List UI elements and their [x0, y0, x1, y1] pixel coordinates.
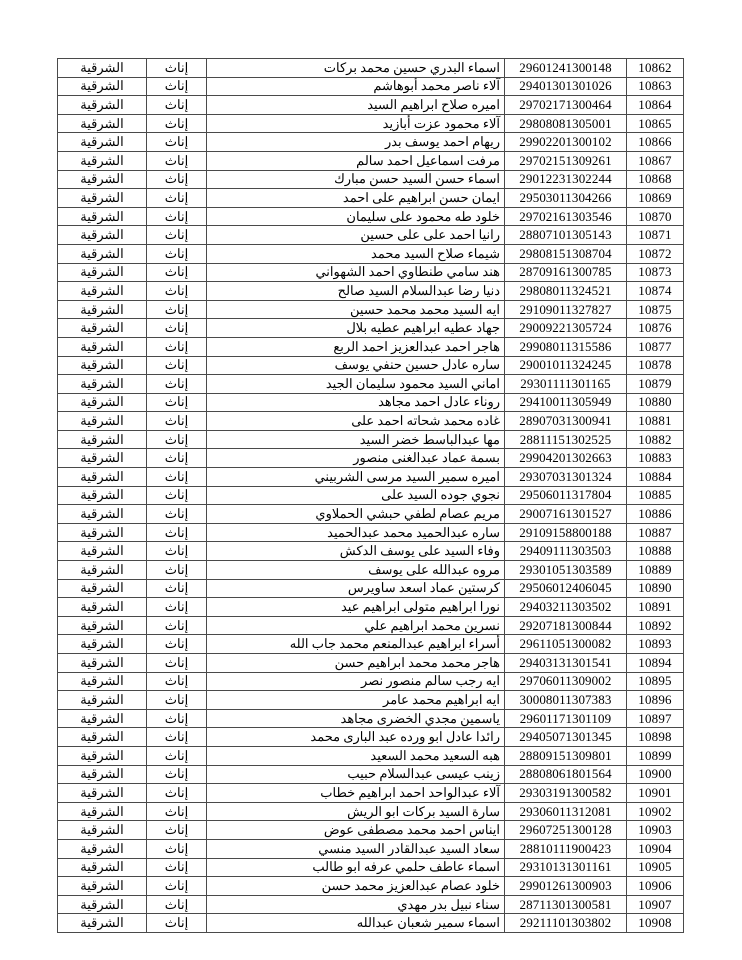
cell-national-id: 28907031300941: [505, 412, 627, 431]
cell-name: ايناس احمد محمد مصطفى عوض: [207, 821, 505, 840]
table-row: [58, 839, 684, 858]
cell-name: آلاء ناصر محمد أبوهاشم: [207, 77, 505, 96]
cell-governorate: الشرقية: [58, 654, 147, 673]
cell-name: زينب عيسى عبدالسلام حبيب: [207, 765, 505, 784]
cell-governorate: الشرقية: [58, 226, 147, 245]
cell-name: ساره عادل حسين حنفي يوسف: [207, 356, 505, 375]
cell-national-id: 29109011327827: [505, 300, 627, 319]
cell-governorate: الشرقية: [58, 802, 147, 821]
cell-serial: 10873: [627, 263, 684, 282]
cell-governorate: الشرقية: [58, 96, 147, 115]
cell-serial: 10878: [627, 356, 684, 375]
cell-name: اسماء البدري حسين محمد بركات: [207, 59, 505, 78]
cell-national-id: 29307031301324: [505, 468, 627, 487]
cell-governorate: الشرقية: [58, 877, 147, 896]
cell-gender: إناث: [147, 430, 207, 449]
cell-national-id: 29611051300082: [505, 635, 627, 654]
cell-national-id: 29303191300582: [505, 784, 627, 803]
cell-national-id: 29506011317804: [505, 486, 627, 505]
cell-governorate: الشرقية: [58, 393, 147, 412]
cell-national-id: 29403131301541: [505, 654, 627, 673]
cell-serial: 10906: [627, 877, 684, 896]
table-row: [58, 189, 684, 208]
cell-serial: 10896: [627, 691, 684, 710]
cell-governorate: الشرقية: [58, 672, 147, 691]
cell-gender: إناث: [147, 691, 207, 710]
cell-national-id: 29808151308704: [505, 244, 627, 263]
cell-gender: إناث: [147, 189, 207, 208]
cell-national-id: 29808081305001: [505, 114, 627, 133]
cell-national-id: 29601241300148: [505, 59, 627, 78]
cell-gender: إناث: [147, 579, 207, 598]
cell-serial: 10886: [627, 505, 684, 524]
cell-gender: إناث: [147, 746, 207, 765]
cell-national-id: 29410011305949: [505, 393, 627, 412]
cell-name: مريم عصام لطفي حبشي الحملاوي: [207, 505, 505, 524]
cell-serial: 10900: [627, 765, 684, 784]
table-row: [58, 468, 684, 487]
cell-national-id: 29403211303502: [505, 598, 627, 617]
cell-serial: 10874: [627, 282, 684, 301]
cell-name: جهاد عطيه ابراهيم عطيه بلال: [207, 319, 505, 338]
cell-gender: إناث: [147, 858, 207, 877]
cell-serial: 10864: [627, 96, 684, 115]
cell-gender: إناث: [147, 356, 207, 375]
cell-governorate: الشرقية: [58, 784, 147, 803]
cell-gender: إناث: [147, 709, 207, 728]
cell-name: ايه رجب سالم منصور نصر: [207, 672, 505, 691]
cell-name: آلاء محمود عزت أبازيد: [207, 114, 505, 133]
cell-name: شيماء صلاح السيد محمد: [207, 244, 505, 263]
table-row: [58, 561, 684, 580]
cell-national-id: 29808011324521: [505, 282, 627, 301]
table-row: [58, 430, 684, 449]
cell-name: وفاء السيد على يوسف الدكش: [207, 542, 505, 561]
cell-governorate: الشرقية: [58, 375, 147, 394]
cell-name: ساره عبدالحميد محمد عبدالحميد: [207, 523, 505, 542]
cell-serial: 10905: [627, 858, 684, 877]
cell-governorate: الشرقية: [58, 412, 147, 431]
table-row: [58, 523, 684, 542]
table-row: [58, 635, 684, 654]
cell-governorate: الشرقية: [58, 765, 147, 784]
cell-gender: إناث: [147, 468, 207, 487]
cell-serial: 10866: [627, 133, 684, 152]
cell-serial: 10898: [627, 728, 684, 747]
cell-governorate: الشرقية: [58, 821, 147, 840]
cell-governorate: الشرقية: [58, 356, 147, 375]
cell-name: هاجر احمد عبدالعزيز احمد الربع: [207, 337, 505, 356]
cell-name: رانيا احمد على على حسين: [207, 226, 505, 245]
table-row: [58, 151, 684, 170]
table-row: [58, 282, 684, 301]
cell-gender: إناث: [147, 654, 207, 673]
cell-name: اسماء حسن السيد حسن مبارك: [207, 170, 505, 189]
cell-national-id: 29702161303546: [505, 207, 627, 226]
cell-governorate: الشرقية: [58, 561, 147, 580]
cell-name: نسرين محمد ابراهيم علي: [207, 616, 505, 635]
cell-governorate: الشرقية: [58, 207, 147, 226]
cell-national-id: 29001011324245: [505, 356, 627, 375]
cell-gender: إناث: [147, 151, 207, 170]
cell-name: هاجر محمد محمد ابراهيم حسن: [207, 654, 505, 673]
table-row: [58, 505, 684, 524]
cell-name: اماني السيد محمود سليمان الجيد: [207, 375, 505, 394]
cell-serial: 10885: [627, 486, 684, 505]
cell-national-id: 28709161300785: [505, 263, 627, 282]
cell-national-id: 29007161301527: [505, 505, 627, 524]
cell-name: هبه السعيد محمد السعيد: [207, 746, 505, 765]
table-row: [58, 244, 684, 263]
cell-gender: إناث: [147, 96, 207, 115]
cell-gender: إناث: [147, 226, 207, 245]
cell-gender: إناث: [147, 821, 207, 840]
cell-national-id: 29301111301165: [505, 375, 627, 394]
table-row: [58, 375, 684, 394]
cell-name: روناء عادل احمد مجاهد: [207, 393, 505, 412]
cell-national-id: 29207181300844: [505, 616, 627, 635]
cell-gender: إناث: [147, 877, 207, 896]
cell-name: اسماء عاطف حلمي عرفه ابو طالب: [207, 858, 505, 877]
table-row: [58, 691, 684, 710]
cell-name: رائدا عادل ابو ورده عبد البارى محمد: [207, 728, 505, 747]
cell-governorate: الشرقية: [58, 151, 147, 170]
cell-national-id: 29306011312081: [505, 802, 627, 821]
cell-gender: إناث: [147, 802, 207, 821]
table-row: [58, 263, 684, 282]
cell-national-id: 29901261300903: [505, 877, 627, 896]
cell-national-id: 29908011315586: [505, 337, 627, 356]
cell-serial: 10899: [627, 746, 684, 765]
table-row: [58, 319, 684, 338]
cell-gender: إناث: [147, 244, 207, 263]
cell-gender: إناث: [147, 895, 207, 914]
table-row: [58, 765, 684, 784]
table-row: [58, 728, 684, 747]
cell-governorate: الشرقية: [58, 523, 147, 542]
cell-governorate: الشرقية: [58, 133, 147, 152]
cell-governorate: الشرقية: [58, 449, 147, 468]
cell-national-id: 28809151309801: [505, 746, 627, 765]
cell-governorate: الشرقية: [58, 914, 147, 933]
table-row: [58, 802, 684, 821]
table-row: [58, 877, 684, 896]
cell-gender: إناث: [147, 337, 207, 356]
cell-name: سعاد السيد عبدالقادر السيد منسي: [207, 839, 505, 858]
cell-governorate: الشرقية: [58, 114, 147, 133]
cell-name: سناء نبيل بدر مهدي: [207, 895, 505, 914]
cell-name: سارة السيد بركات ابو الريش: [207, 802, 505, 821]
cell-governorate: الشرقية: [58, 691, 147, 710]
cell-serial: 10904: [627, 839, 684, 858]
cell-gender: إناث: [147, 170, 207, 189]
cell-governorate: الشرقية: [58, 728, 147, 747]
cell-national-id: 29409111303503: [505, 542, 627, 561]
cell-governorate: الشرقية: [58, 282, 147, 301]
table-row: [58, 895, 684, 914]
cell-governorate: الشرقية: [58, 598, 147, 617]
cell-name: نجوي جوده السيد على: [207, 486, 505, 505]
applicant-roster-table: [57, 58, 684, 933]
cell-governorate: الشرقية: [58, 337, 147, 356]
cell-governorate: الشرقية: [58, 77, 147, 96]
cell-serial: 10903: [627, 821, 684, 840]
cell-serial: 10882: [627, 430, 684, 449]
table-row: [58, 746, 684, 765]
cell-governorate: الشرقية: [58, 263, 147, 282]
cell-governorate: الشرقية: [58, 244, 147, 263]
cell-serial: 10891: [627, 598, 684, 617]
cell-national-id: 29904201302663: [505, 449, 627, 468]
cell-national-id: 29211101303802: [505, 914, 627, 933]
cell-gender: إناث: [147, 449, 207, 468]
cell-national-id: 29301051303589: [505, 561, 627, 580]
cell-gender: إناث: [147, 375, 207, 394]
cell-name: ايه السيد محمد محمد حسين: [207, 300, 505, 319]
cell-gender: إناث: [147, 486, 207, 505]
cell-serial: 10862: [627, 59, 684, 78]
cell-governorate: الشرقية: [58, 189, 147, 208]
cell-gender: إناث: [147, 319, 207, 338]
table-row: [58, 59, 684, 78]
table-row: [58, 133, 684, 152]
cell-name: نورا ابراهيم متولى ابراهيم عيد: [207, 598, 505, 617]
cell-name: ياسمين مجدي الخضرى مجاهد: [207, 709, 505, 728]
cell-name: أسراء ابراهيم عبدالمنعم محمد جاب الله: [207, 635, 505, 654]
cell-serial: 10908: [627, 914, 684, 933]
cell-serial: 10880: [627, 393, 684, 412]
cell-governorate: الشرقية: [58, 895, 147, 914]
cell-national-id: 29506012406045: [505, 579, 627, 598]
cell-governorate: الشرقية: [58, 858, 147, 877]
table-row: [58, 821, 684, 840]
table-row: [58, 393, 684, 412]
table-row: [58, 412, 684, 431]
cell-serial: 10867: [627, 151, 684, 170]
cell-serial: 10887: [627, 523, 684, 542]
cell-governorate: الشرقية: [58, 616, 147, 635]
table-row: [58, 337, 684, 356]
cell-serial: 10901: [627, 784, 684, 803]
cell-name: هند سامي طنطاوي احمد الشهواني: [207, 263, 505, 282]
cell-gender: إناث: [147, 412, 207, 431]
cell-gender: إناث: [147, 914, 207, 933]
table-row: [58, 858, 684, 877]
cell-serial: 10893: [627, 635, 684, 654]
cell-serial: 10872: [627, 244, 684, 263]
cell-name: مرفت اسماعيل احمد سالم: [207, 151, 505, 170]
cell-gender: إناث: [147, 635, 207, 654]
cell-name: خلود عصام عبدالعزيز محمد حسن: [207, 877, 505, 896]
cell-serial: 10894: [627, 654, 684, 673]
cell-national-id: 29607251300128: [505, 821, 627, 840]
cell-serial: 10907: [627, 895, 684, 914]
table-row: [58, 300, 684, 319]
cell-name: مروه عبدالله على يوسف: [207, 561, 505, 580]
cell-serial: 10879: [627, 375, 684, 394]
cell-gender: إناث: [147, 765, 207, 784]
cell-gender: إناث: [147, 672, 207, 691]
table-row: [58, 170, 684, 189]
cell-serial: 10875: [627, 300, 684, 319]
table-row: [58, 486, 684, 505]
cell-serial: 10871: [627, 226, 684, 245]
cell-national-id: 29702171300464: [505, 96, 627, 115]
table-row: [58, 598, 684, 617]
cell-gender: إناث: [147, 263, 207, 282]
cell-national-id: 29902201300102: [505, 133, 627, 152]
cell-name: خلود طه محمود على سليمان: [207, 207, 505, 226]
cell-name: كرستين عماد اسعد ساويرس: [207, 579, 505, 598]
cell-national-id: 29401301301026: [505, 77, 627, 96]
cell-gender: إناث: [147, 393, 207, 412]
cell-national-id: 29405071301345: [505, 728, 627, 747]
cell-name: ايمان حسن ابراهيم على احمد: [207, 189, 505, 208]
cell-gender: إناث: [147, 114, 207, 133]
cell-governorate: الشرقية: [58, 635, 147, 654]
table-row: [58, 914, 684, 933]
cell-governorate: الشرقية: [58, 486, 147, 505]
cell-gender: إناث: [147, 133, 207, 152]
cell-serial: 10889: [627, 561, 684, 580]
cell-serial: 10868: [627, 170, 684, 189]
table-row: [58, 114, 684, 133]
cell-national-id: 29702151309261: [505, 151, 627, 170]
table-row: [58, 96, 684, 115]
cell-national-id: 28811151302525: [505, 430, 627, 449]
cell-serial: 10863: [627, 77, 684, 96]
table-row: [58, 784, 684, 803]
cell-governorate: الشرقية: [58, 59, 147, 78]
cell-national-id: 28808061801564: [505, 765, 627, 784]
table-row: [58, 207, 684, 226]
cell-gender: إناث: [147, 523, 207, 542]
cell-gender: إناث: [147, 505, 207, 524]
cell-name: دنيا رضا عبدالسلام السيد صالح: [207, 282, 505, 301]
cell-name: مها عبدالباسط خضر السيد: [207, 430, 505, 449]
cell-name: اميره صلاح ابراهيم السيد: [207, 96, 505, 115]
cell-name: آلاء عبدالواحد احمد ابراهيم خطاب: [207, 784, 505, 803]
cell-governorate: الشرقية: [58, 300, 147, 319]
cell-serial: 10883: [627, 449, 684, 468]
table-row: [58, 356, 684, 375]
cell-gender: إناث: [147, 77, 207, 96]
table-row: [58, 672, 684, 691]
cell-national-id: 29601171301109: [505, 709, 627, 728]
roster-table-body: [58, 59, 684, 933]
cell-serial: 10888: [627, 542, 684, 561]
cell-name: اسماء سمير شعبان عبدالله: [207, 914, 505, 933]
cell-gender: إناث: [147, 728, 207, 747]
cell-gender: إناث: [147, 784, 207, 803]
cell-serial: 10865: [627, 114, 684, 133]
cell-national-id: 29012231302244: [505, 170, 627, 189]
cell-serial: 10876: [627, 319, 684, 338]
cell-governorate: الشرقية: [58, 468, 147, 487]
table-row: [58, 542, 684, 561]
cell-national-id: 29706011309002: [505, 672, 627, 691]
cell-national-id: 29310131301161: [505, 858, 627, 877]
cell-national-id: 28711301300581: [505, 895, 627, 914]
table-row: [58, 654, 684, 673]
cell-gender: إناث: [147, 207, 207, 226]
cell-national-id: 30008011307383: [505, 691, 627, 710]
cell-national-id: 28810111900423: [505, 839, 627, 858]
cell-national-id: 29009221305724: [505, 319, 627, 338]
cell-gender: إناث: [147, 300, 207, 319]
cell-gender: إناث: [147, 59, 207, 78]
cell-serial: 10895: [627, 672, 684, 691]
table-row: [58, 77, 684, 96]
cell-national-id: 29109158800188: [505, 523, 627, 542]
table-row: [58, 709, 684, 728]
cell-governorate: الشرقية: [58, 746, 147, 765]
cell-serial: 10890: [627, 579, 684, 598]
cell-serial: 10902: [627, 802, 684, 821]
cell-serial: 10869: [627, 189, 684, 208]
cell-name: ايه ابراهيم محمد عامر: [207, 691, 505, 710]
cell-national-id: 29503011304266: [505, 189, 627, 208]
cell-gender: إناث: [147, 598, 207, 617]
cell-serial: 10870: [627, 207, 684, 226]
table-row: [58, 616, 684, 635]
cell-governorate: الشرقية: [58, 505, 147, 524]
table-row: [58, 226, 684, 245]
cell-serial: 10897: [627, 709, 684, 728]
table-row: [58, 449, 684, 468]
cell-serial: 10877: [627, 337, 684, 356]
cell-governorate: الشرقية: [58, 430, 147, 449]
cell-name: غاده محمد شحاته احمد على: [207, 412, 505, 431]
cell-name: بسمة عماد عبدالغنى منصور: [207, 449, 505, 468]
cell-gender: إناث: [147, 542, 207, 561]
cell-governorate: الشرقية: [58, 579, 147, 598]
cell-serial: 10884: [627, 468, 684, 487]
table-row: [58, 579, 684, 598]
cell-governorate: الشرقية: [58, 319, 147, 338]
cell-gender: إناث: [147, 561, 207, 580]
cell-serial: 10892: [627, 616, 684, 635]
cell-governorate: الشرقية: [58, 542, 147, 561]
cell-gender: إناث: [147, 282, 207, 301]
cell-gender: إناث: [147, 839, 207, 858]
roster-table-container: [58, 58, 684, 933]
cell-serial: 10881: [627, 412, 684, 431]
cell-name: ريهام احمد يوسف بدر: [207, 133, 505, 152]
cell-national-id: 28807101305143: [505, 226, 627, 245]
cell-name: اميره سمير السيد مرسى الشربيني: [207, 468, 505, 487]
cell-governorate: الشرقية: [58, 709, 147, 728]
cell-gender: إناث: [147, 616, 207, 635]
cell-governorate: الشرقية: [58, 170, 147, 189]
cell-governorate: الشرقية: [58, 839, 147, 858]
